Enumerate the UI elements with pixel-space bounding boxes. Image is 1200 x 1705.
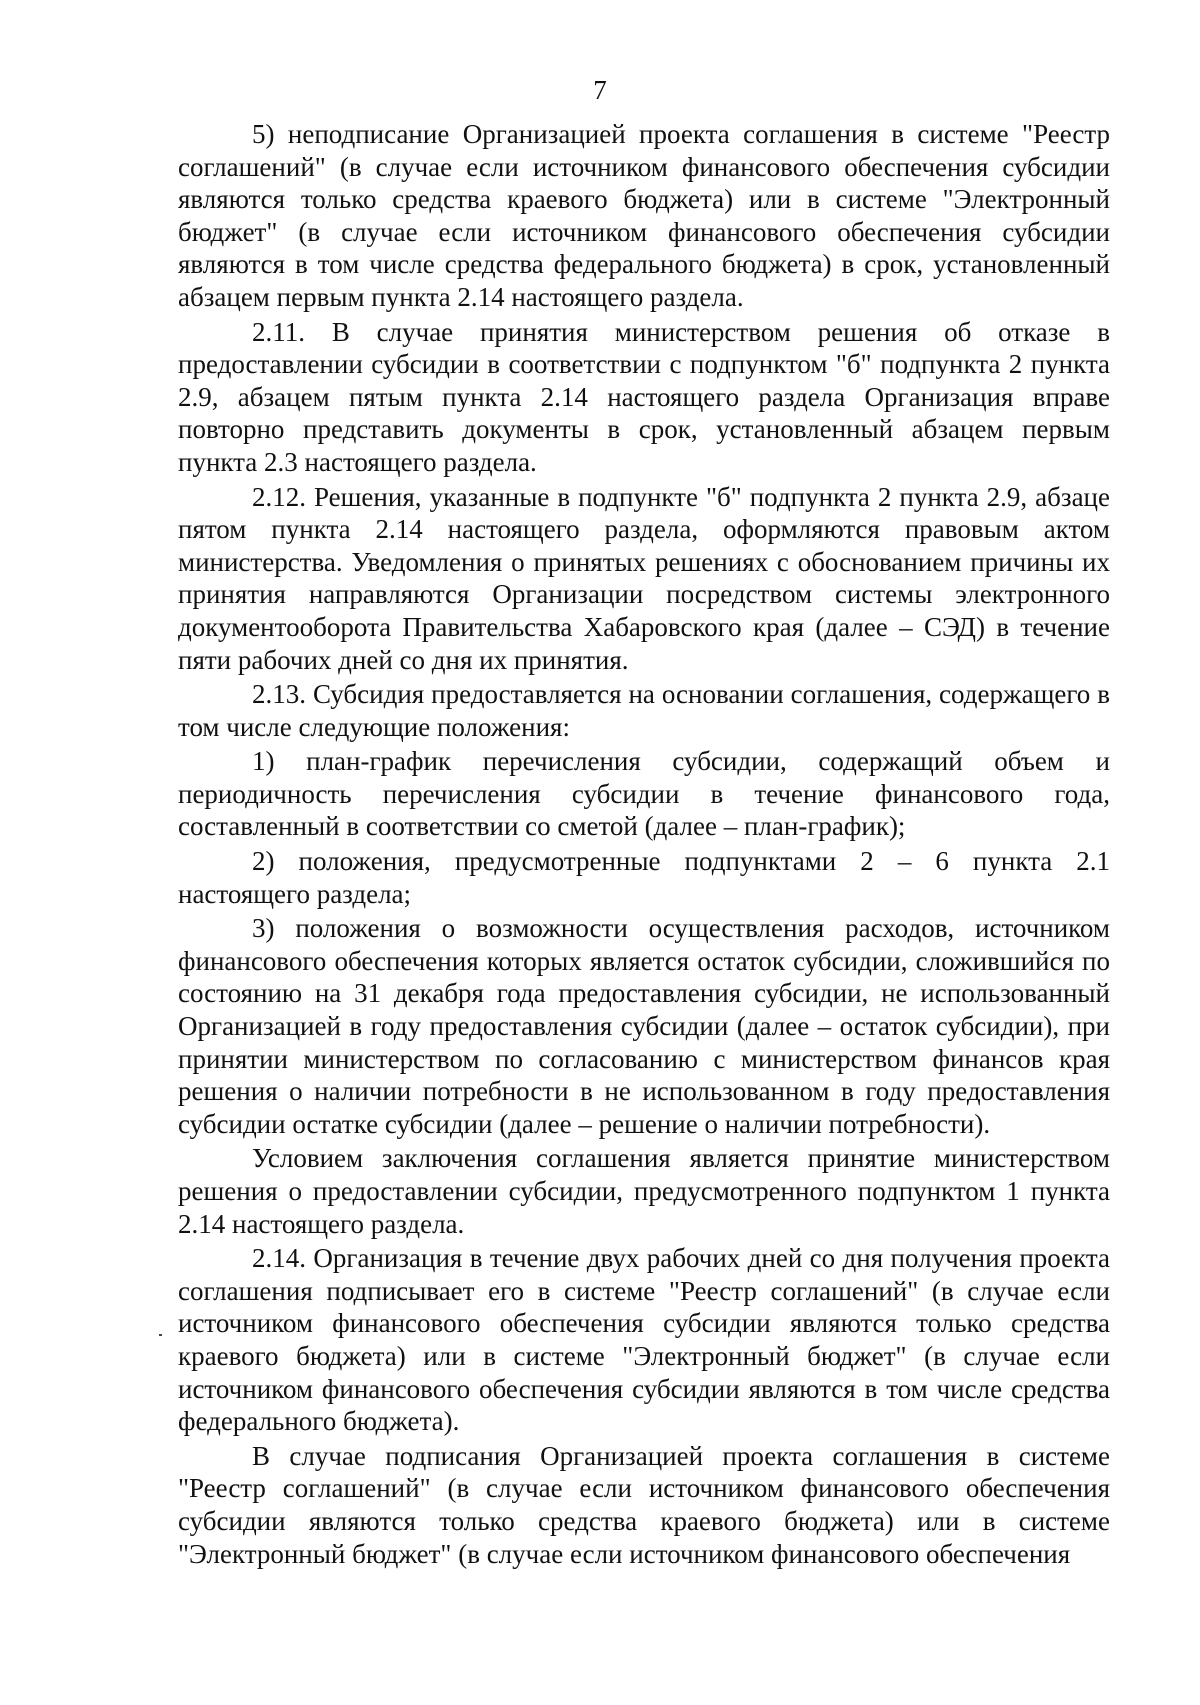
paragraph-2-13-item-1: 1) план-график перечисления субсидии, содержащий объем и периодичность перечисления субсидии в течение финансового года, составленный в соответствии со сметой (далее – план-график); [178, 746, 1110, 842]
paragraph-2-13: 2.13. Субсидия предоставляется на основании соглашения, содержащего в том числе следующие положения: [178, 679, 1110, 742]
document-body [178, 118, 1110, 1570]
paragraph-2-14-signing: В случае подписания Организацией проекта соглашения в системе "Реестр соглашений" (в случае если источником финансового обеспечения субсидии являются только средства краевого бюджета) или в системе "Электронный бюджет" (в случае если источником финансового обеспечения [178, 1440, 1110, 1569]
paragraph-2-13-item-3: 3) положения о возможности осуществления расходов, источником финансового обеспечения которых является остаток субсидии, сложившийся по состоянию на 31 декабря года предоставления субсидии, не использованный Организацией в году предоставления субсидии (далее – остаток субсидии), при принятии министерством по согласованию с министерством финансов края решения о наличии потребности в не использованном в году предоставления субсидии остатке субсидии (далее – решение о наличии потребности). [178, 913, 1110, 1139]
paragraph-2-13-item-2: 2) положения, предусмотренные подпунктами 2 – 6 пункта 2.1 настоящего раздела; [178, 846, 1110, 909]
scan-speck [159, 1334, 162, 1336]
paragraph-agreement-condition: Условием заключения соглашения является принятие министерством решения о предоставлении субсидии, предусмотренного подпунктом 1 пункта 2.14 настоящего раздела. [178, 1143, 1110, 1239]
paragraph-2-14: 2.14. Организация в течение двух рабочих дней со дня получения проекта соглашения подписывает его в системе "Реестр соглашений" (в случае если источником финансового обеспечения субсидии являются только средства краевого бюджета) или в системе "Электронный бюджет" (в случае если источником финансового обеспечения субсидии являются в том числе средства федерального бюджета). [178, 1243, 1110, 1437]
paragraph-item-5: 5) неподписание Организацией проекта соглашения в системе "Реестр соглашений" (в случае если источником финансового обеспечения субсидии являются только средства краевого бюджета) или в системе "Электронный бюджет" (в случае если источником финансового обеспечения субсидии являются в том числе средства федерального бюджета) в срок, установленный абзацем первым пункта 2.14 настоящего раздела. [178, 119, 1110, 312]
paragraph-2-12: 2.12. Решения, указанные в подпункте "б" подпункта 2 пункта 2.9, абзаце пятом пункта 2.14 настоящего раздела, оформляются правовым актом министерства. Уведомления о принятых решениях с обоснованием причины их принятия направляются Организации посредством системы электронного документооборота Правительства Хабаровского края (далее – СЭД) в течение пяти рабочих дней со дня их принятия. [178, 481, 1110, 675]
paragraph-2-11: 2.11. В случае принятия министерством решения об отказе в предоставлении субсидии в соответствии с подпунктом "б" подпункта 2 пункта 2.9, абзацем пятым пункта 2.14 настоящего раздела Организация вправе повторно представить документы в срок, установленный абзацем первым пункта 2.3 настоящего раздела. [178, 316, 1110, 477]
page-number: 7 [593, 75, 607, 105]
